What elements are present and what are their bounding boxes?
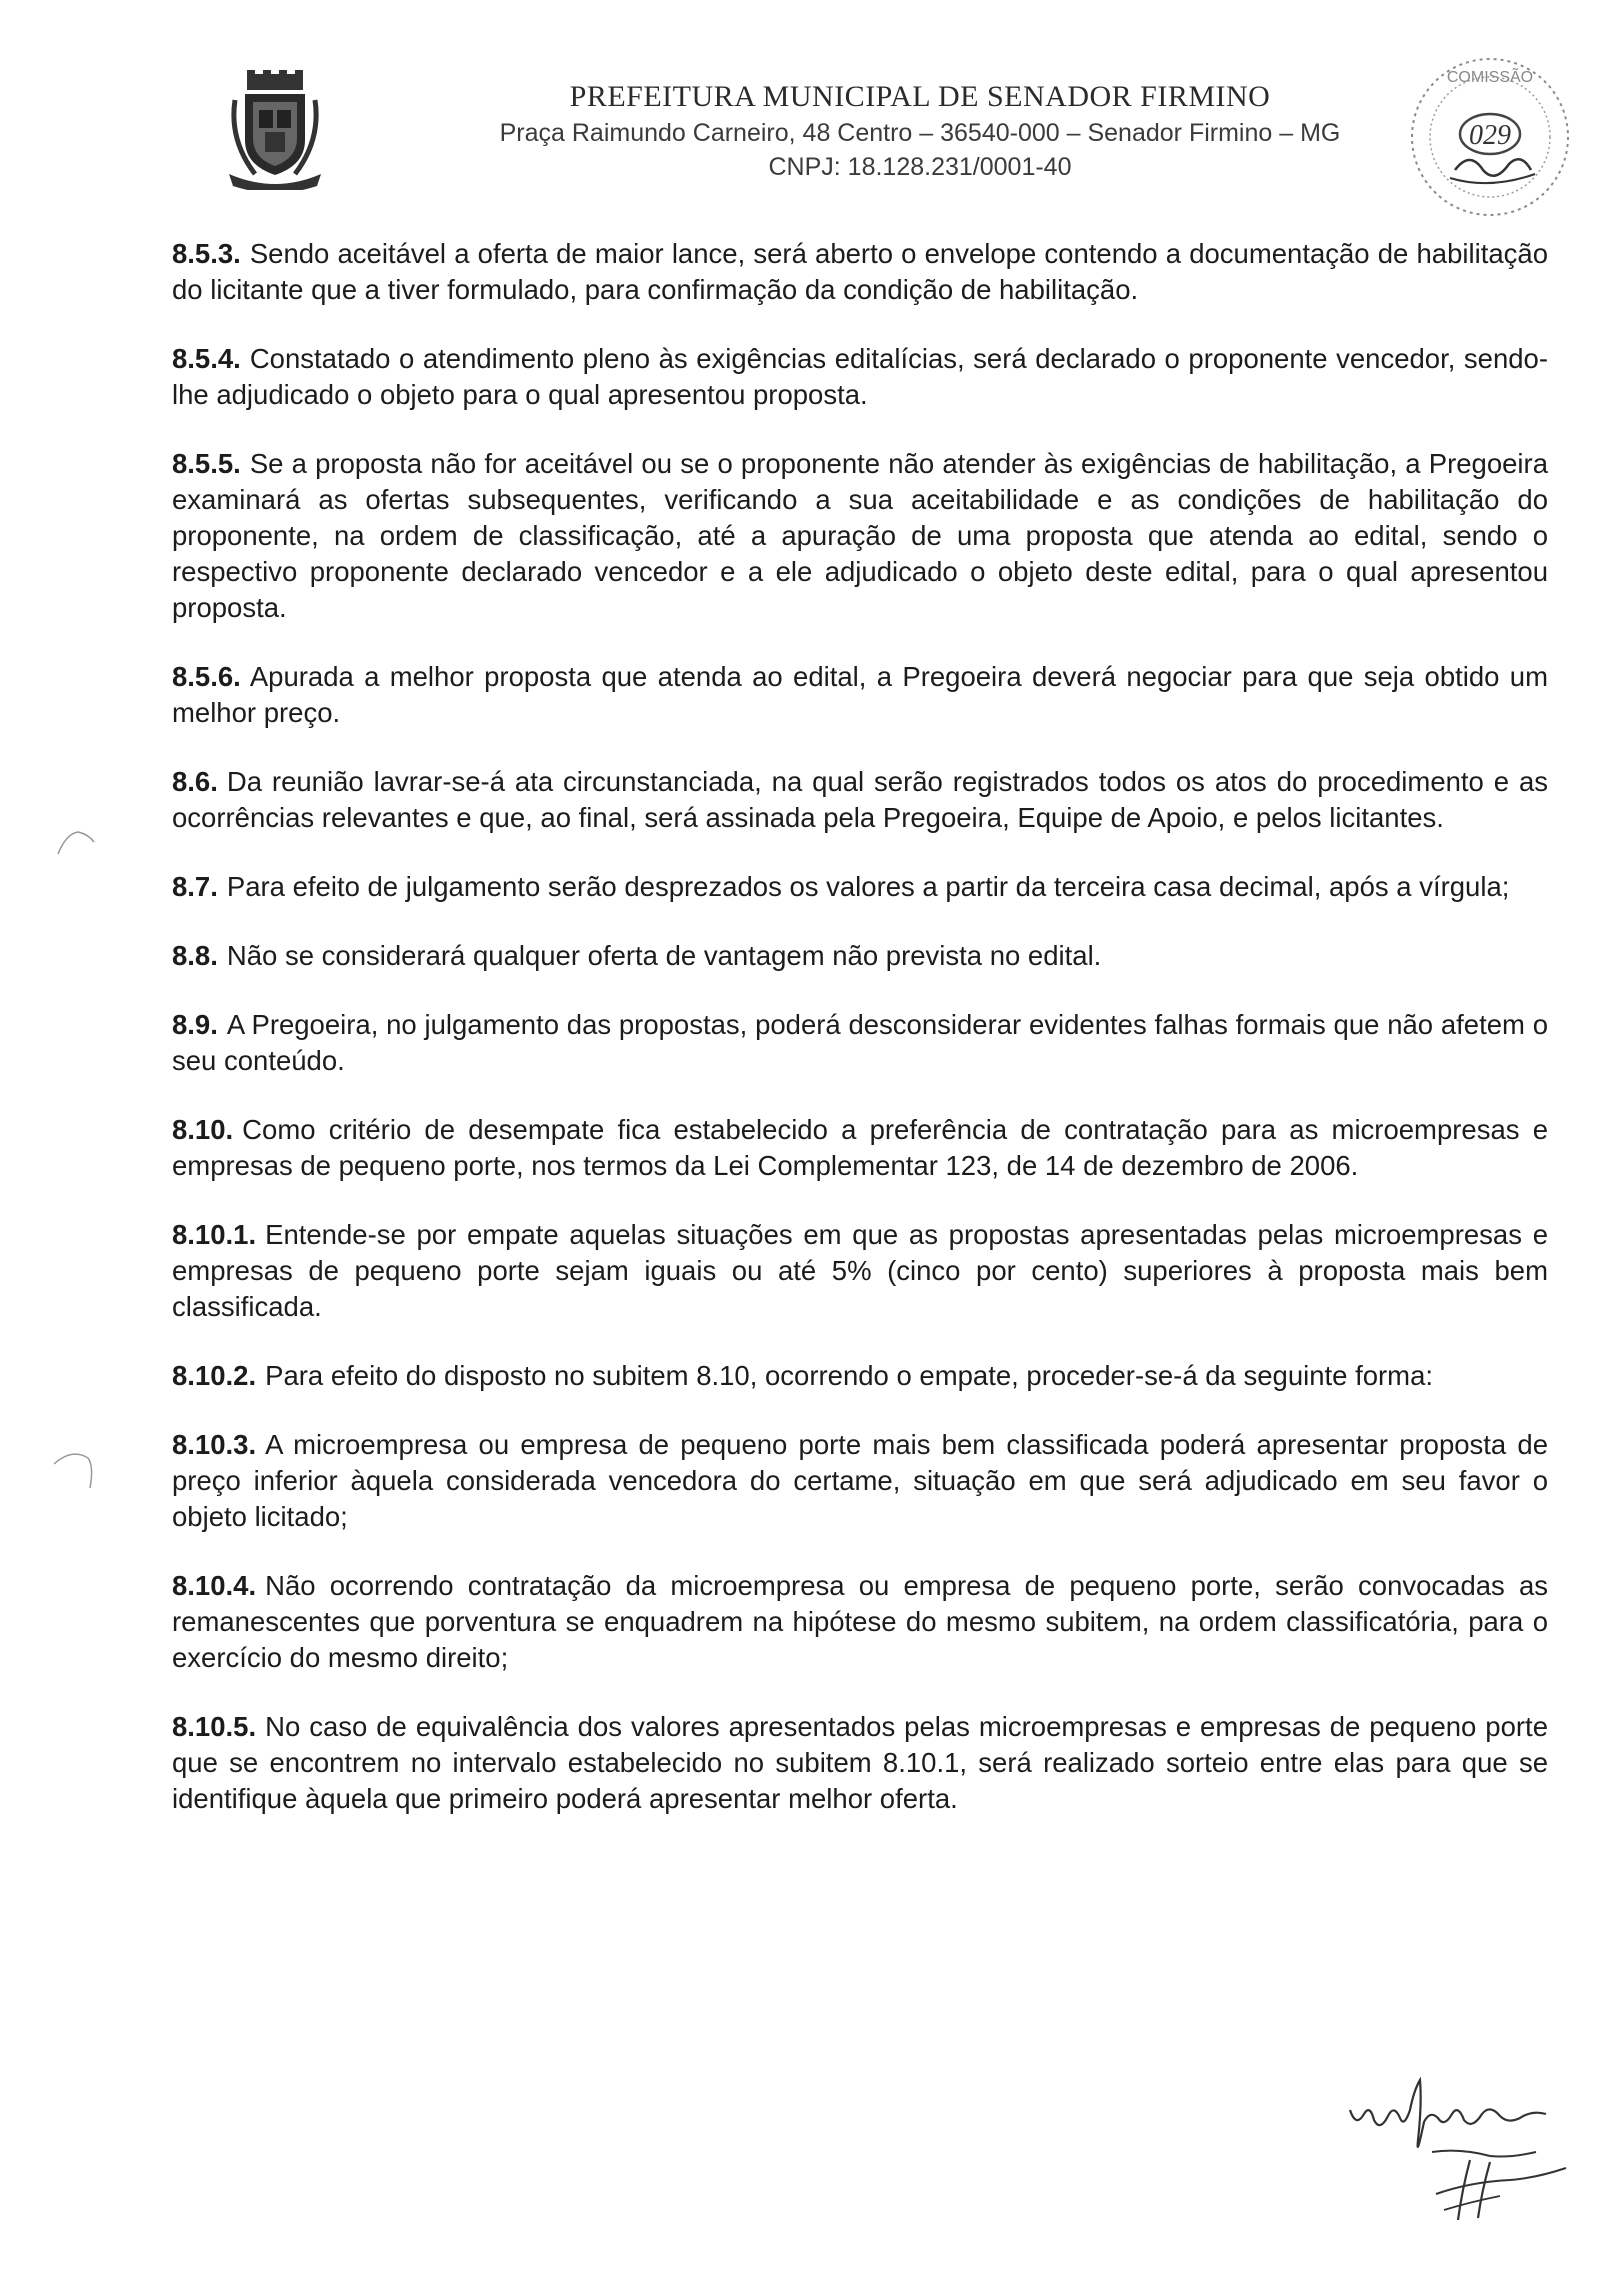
clause-number: 8.5.6. (172, 661, 241, 692)
commission-page-stamp (1405, 52, 1575, 222)
clause-number: 8.7. (172, 871, 218, 902)
stamp-text: COMISSÃO (1446, 69, 1534, 86)
clause-number: 8.10.5. (172, 1711, 257, 1742)
clause-8-10 (172, 1112, 1548, 1184)
clause-8-10-1 (172, 1217, 1548, 1325)
document-body (172, 236, 1548, 1850)
document-header (0, 0, 1600, 230)
clause-8-10-3 (172, 1427, 1548, 1535)
clause-text: Não se considerará qualquer oferta de vantagem não prevista no edital. (226, 940, 1102, 971)
clause-text: Para efeito do disposto no subitem 8.10, ocorrendo o empate, proceder-se-á da seguinte forma: (265, 1360, 1434, 1391)
clause-8-10-5 (172, 1709, 1548, 1817)
clause-text: Sendo aceitável a oferta de maior lance, será aberto o envelope contendo a documentação de habilitação do licitante que a tiver formulado, para confirmação da condição de habilitação. (172, 238, 1548, 305)
clause-8-8 (172, 938, 1548, 974)
clause-number: 8.8. (172, 940, 218, 971)
clause-8-5-6 (172, 659, 1548, 731)
stamp-page-number: 029 (1469, 120, 1511, 151)
clause-number: 8.5.5. (172, 448, 241, 479)
clause-number: 8.10.2. (172, 1360, 257, 1391)
clause-8-10-2 (172, 1358, 1548, 1394)
header-text-block (420, 78, 1420, 184)
clause-number: 8.10.4. (172, 1570, 257, 1601)
clause-text: Se a proposta não for aceitável ou se o proponente não atender às exigências de habilitação, a Pregoeira examinará as ofertas subsequentes, verificando a sua aceitabilidade e as condições de habilitação do proponente, na ordem de classificação, até a apuração de uma proposta que atenda ao edital, sendo o respectivo proponente declarado vencedor e a ele adjudicado o objeto deste edital, para o qual apresentou proposta. (172, 448, 1548, 623)
clause-8-10-4 (172, 1568, 1548, 1676)
margin-mark (56, 828, 96, 858)
clause-text: Da reunião lavrar-se-á ata circunstanciada, na qual serão registrados todos os atos do procedimento e as ocorrências relevantes e que, ao final, será assinada pela Pregoeira, Equipe de Apoio, e pelos licitantes. (172, 766, 1548, 833)
clause-number: 8.5.4. (172, 343, 241, 374)
clause-8-5-3 (172, 236, 1548, 308)
clause-text: A microempresa ou empresa de pequeno porte mais bem classificada poderá apresentar proposta de preço inferior àquela considerada vencedora do certame, situação em que será adjudicado em seu favor o objeto licitado; (172, 1429, 1548, 1532)
clause-text: A Pregoeira, no julgamento das propostas, poderá desconsiderar evidentes falhas formais que não afetem o seu conteúdo. (172, 1009, 1548, 1076)
clause-8-6 (172, 764, 1548, 836)
clause-text: Entende-se por empate aquelas situações em que as propostas apresentadas pelas microempresas e empresas de pequeno porte sejam iguais ou até 5% (cinco por cento) superiores à proposta mais bem classificada. (172, 1219, 1548, 1322)
institution-address: Praça Raimundo Carneiro, 48 Centro – 36540-000 – Senador Firmino – MG (499, 119, 1341, 147)
municipal-coat-of-arms-icon (225, 70, 325, 190)
clause-number: 8.10.3. (172, 1429, 257, 1460)
clause-text: No caso de equivalência dos valores apresentados pelas microempresas e empresas de pequeno porte que se encontrem no intervalo estabelecido no subitem 8.10.1, será realizado sorteio entre elas para que se identifique àquela que primeiro poderá apresentar melhor oferta. (172, 1711, 1548, 1814)
clause-8-7 (172, 869, 1548, 905)
clause-number: 8.10.1. (172, 1219, 257, 1250)
clause-8-9 (172, 1007, 1548, 1079)
clause-text: Não ocorrendo contratação da microempresa ou empresa de pequeno porte, serão convocadas as remanescentes que porventura se enquadrem na hipótese do mesmo subitem, na ordem classificatória, para o exercício do mesmo direito; (172, 1570, 1548, 1673)
clause-text: Apurada a melhor proposta que atenda ao edital, a Pregoeira deverá negociar para que seja obtido um melhor preço. (172, 661, 1548, 728)
clause-8-5-4 (172, 341, 1548, 413)
clause-text: Como critério de desempate fica estabelecido a preferência de contratação para as microempresas e empresas de pequeno porte, nos termos da Lei Complementar 123, de 14 de dezembro de 2006. (172, 1114, 1548, 1181)
clause-number: 8.10. (172, 1114, 234, 1145)
institution-name: PREFEITURA MUNICIPAL DE SENADOR FIRMINO (569, 80, 1271, 113)
handwritten-signature (1340, 2070, 1580, 2230)
clause-text: Para efeito de julgamento serão desprezados os valores a partir da terceira casa decimal, após a vírgula; (226, 871, 1510, 902)
clause-number: 8.5.3. (172, 238, 241, 269)
clause-text: Constatado o atendimento pleno às exigências editalícias, será declarado o proponente vencedor, sendo-lhe adjudicado o objeto para o qual apresentou proposta. (172, 343, 1548, 410)
institution-cnpj: CNPJ: 18.128.231/0001-40 (768, 153, 1072, 181)
margin-mark (52, 1448, 96, 1492)
clause-number: 8.9. (172, 1009, 218, 1040)
clause-8-5-5 (172, 446, 1548, 626)
clause-number: 8.6. (172, 766, 218, 797)
